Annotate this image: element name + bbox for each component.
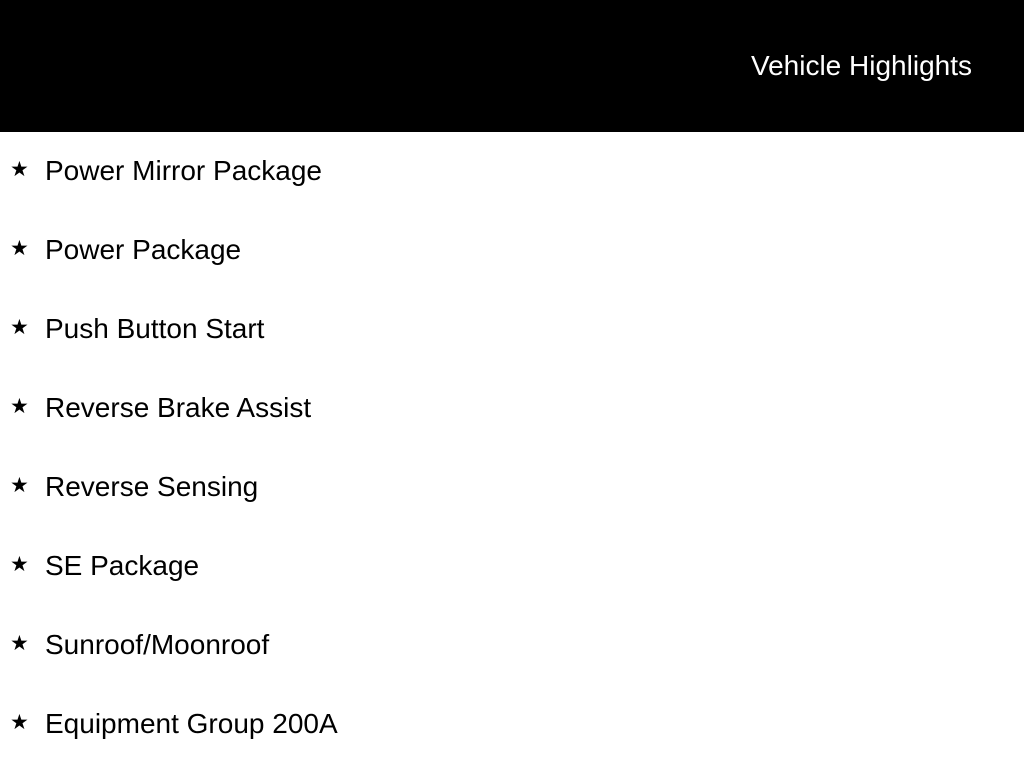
- highlight-label: SE Package: [45, 550, 200, 581]
- list-item: [0, 132, 1024, 211]
- star-icon: ★: [10, 473, 29, 497]
- list-item: [0, 448, 1024, 527]
- highlight-label: Power Package: [45, 234, 242, 265]
- list-item: [0, 606, 1024, 685]
- highlight-label: Reverse Sensing: [45, 471, 259, 502]
- highlight-label: Power Mirror Package: [45, 155, 322, 186]
- highlight-label: Equipment Group 200A: [45, 708, 338, 739]
- star-icon: ★: [10, 236, 29, 260]
- list-item: [0, 527, 1024, 606]
- star-icon: ★: [10, 710, 29, 734]
- list-item: [0, 369, 1024, 448]
- star-icon: ★: [10, 631, 29, 655]
- page-title: Vehicle Highlights: [750, 50, 972, 81]
- list-item: [0, 211, 1024, 290]
- list-item: [0, 685, 1024, 764]
- star-icon: ★: [10, 394, 29, 418]
- highlight-label: Push Button Start: [45, 313, 265, 344]
- star-icon: ★: [10, 157, 29, 181]
- star-icon: ★: [10, 315, 29, 339]
- header-bar: [0, 0, 1024, 132]
- highlights-list: [0, 132, 1024, 768]
- list-item: [0, 290, 1024, 369]
- highlight-label: Reverse Brake Assist: [45, 392, 312, 423]
- star-icon: ★: [10, 552, 29, 576]
- highlight-label: Sunroof/Moonroof: [45, 629, 270, 660]
